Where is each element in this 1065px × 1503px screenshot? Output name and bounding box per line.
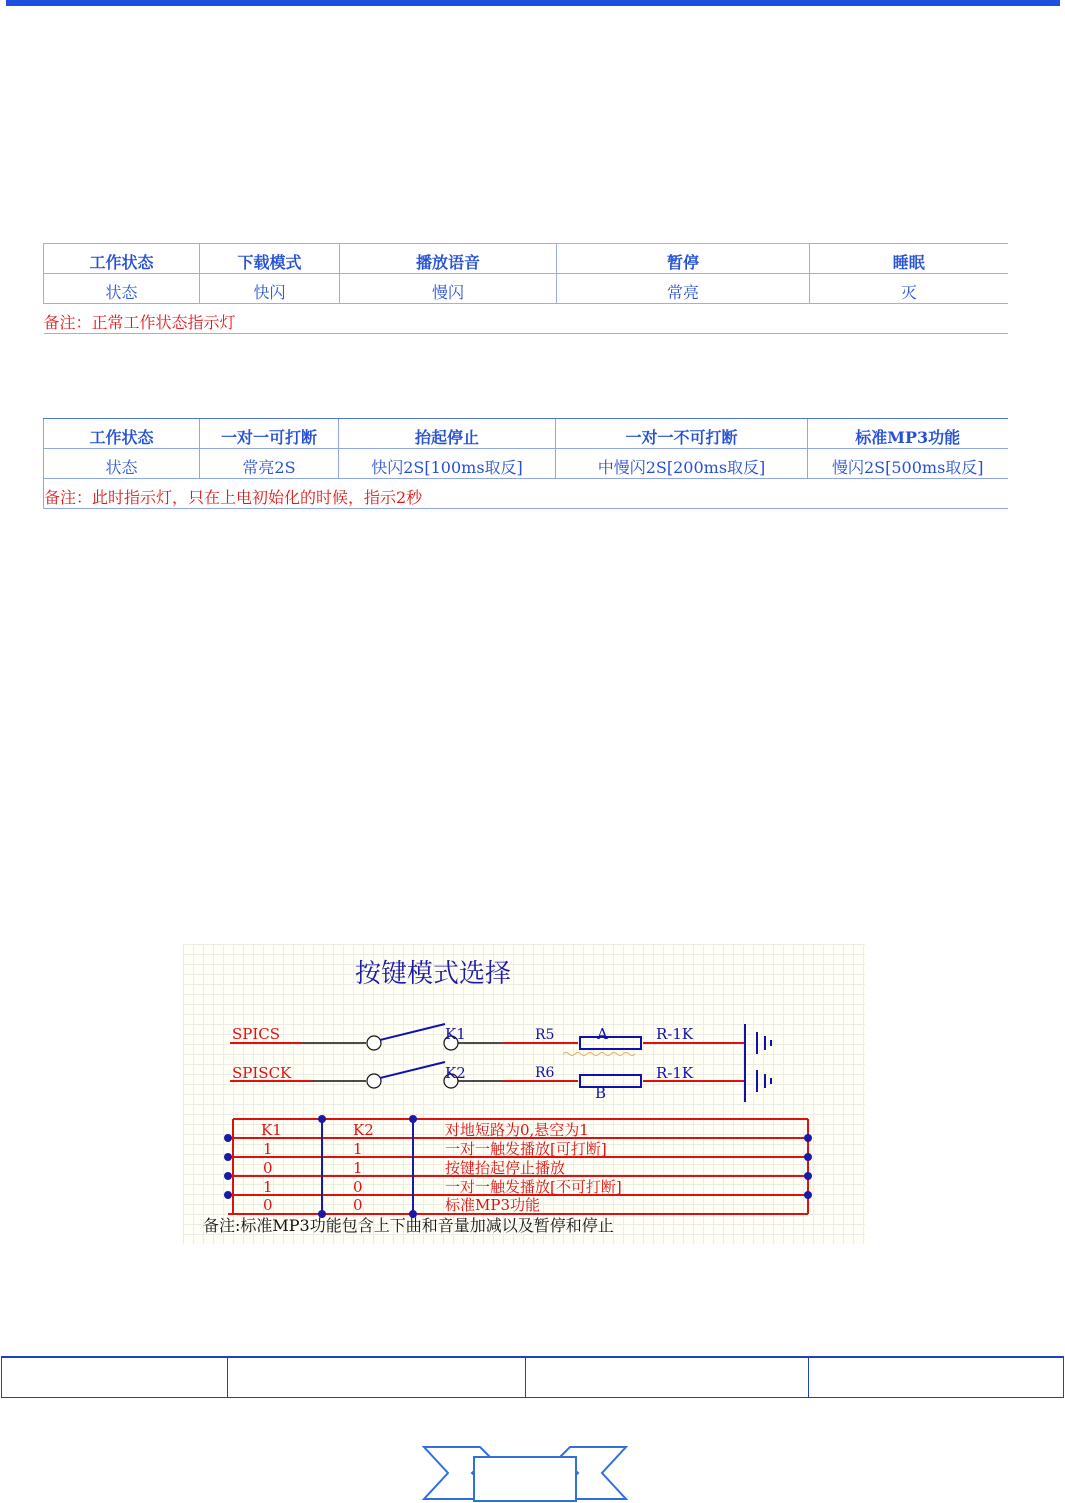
top-accent-bar [6, 0, 1060, 6]
truth-header: K2 [353, 1121, 374, 1139]
truth-cell: 按键抬起停止播放 [445, 1159, 566, 1177]
header-cell: 工作状态 [44, 419, 200, 449]
schematic-title: 按键模式选择 [355, 959, 512, 989]
switch-contact [367, 1036, 381, 1050]
node-label-b: B [595, 1084, 607, 1102]
table-row [44, 449, 1008, 479]
table-cell: 常亮2S [200, 449, 339, 479]
table-cell: 状态 [44, 274, 200, 304]
footer-cell [526, 1357, 809, 1398]
squiggle-mark [563, 1053, 635, 1056]
truth-cell: 0 [353, 1178, 363, 1196]
page-ribbon-icon [420, 1443, 630, 1503]
table-note-row [44, 479, 1008, 509]
net-label-spisck: SPISCK [232, 1064, 292, 1082]
table-header-row [44, 244, 1008, 274]
footer-cell [228, 1357, 526, 1398]
truth-cell: 1 [263, 1178, 273, 1196]
init-status-table [43, 418, 1008, 509]
node-label-a: A [597, 1025, 608, 1043]
switch-lever [380, 1024, 445, 1040]
truth-cell: 标准MP3功能 [445, 1196, 540, 1214]
table-cell: 状态 [44, 449, 200, 479]
table-header-row [44, 419, 1008, 449]
table-row [44, 274, 1008, 304]
header-cell: 工作状态 [44, 244, 200, 274]
footer-table [1, 1356, 1064, 1398]
truth-header: 对地短路为0,悬空为1 [445, 1121, 589, 1139]
table-cell: 中慢闪2S[200ms取反] [556, 449, 808, 479]
switch-label-k2: K2 [445, 1064, 466, 1082]
header-cell: 暂停 [557, 244, 810, 274]
header-cell: 一对一可打断 [200, 419, 339, 449]
resistor-r6 [580, 1075, 641, 1087]
truth-cell: 1 [353, 1159, 363, 1177]
truth-header: K1 [261, 1121, 282, 1139]
header-cell: 一对一不可打断 [556, 419, 808, 449]
table-cell: 灭 [810, 274, 1008, 304]
header-cell: 睡眠 [810, 244, 1008, 274]
truth-cell: 0 [353, 1196, 363, 1214]
resistor-label-r6: R6 [535, 1065, 555, 1081]
footer-row [2, 1357, 1064, 1398]
schematic-note: 备注:标准MP3功能包含上下曲和音量加减以及暂停和停止 [203, 1216, 614, 1235]
table-note: 备注：此时指示灯，只在上电初始化的时候，指示2秒 [44, 479, 1008, 509]
table-note-row [44, 304, 1008, 334]
net-label-spics: SPICS [232, 1025, 281, 1043]
footer-cell [809, 1357, 1064, 1398]
table-cell: 慢闪2S[500ms取反] [808, 449, 1008, 479]
table-cell: 慢闪 [340, 274, 557, 304]
work-status-table [43, 243, 1008, 334]
table-cell: 常亮 [557, 274, 810, 304]
switch-contact [367, 1074, 381, 1088]
truth-cell: 1 [353, 1140, 363, 1158]
resistor-value-label: R-1K [656, 1064, 694, 1082]
truth-cell: 一对一触发播放[可打断] [445, 1140, 607, 1158]
header-cell: 播放语音 [340, 244, 557, 274]
resistor-value-label: R-1K [656, 1025, 694, 1043]
table-note: 备注：正常工作状态指示灯 [44, 304, 1008, 334]
table-cell: 快闪2S[100ms取反] [339, 449, 556, 479]
table-cell: 快闪 [200, 274, 340, 304]
truth-cell: 一对一触发播放[不可打断] [445, 1178, 622, 1196]
resistor-r5 [580, 1037, 641, 1049]
truth-cell: 0 [263, 1159, 273, 1177]
key-mode-schematic [183, 944, 865, 1244]
header-cell: 下载模式 [200, 244, 340, 274]
truth-cell: 1 [263, 1140, 273, 1158]
switch-label-k1: K1 [445, 1025, 466, 1043]
resistor-label-r5: R5 [535, 1027, 555, 1043]
truth-cell: 0 [263, 1196, 273, 1214]
switch-lever [380, 1062, 445, 1078]
header-cell: 抬起停止 [339, 419, 556, 449]
footer-cell [2, 1357, 228, 1398]
header-cell: 标准MP3功能 [808, 419, 1008, 449]
